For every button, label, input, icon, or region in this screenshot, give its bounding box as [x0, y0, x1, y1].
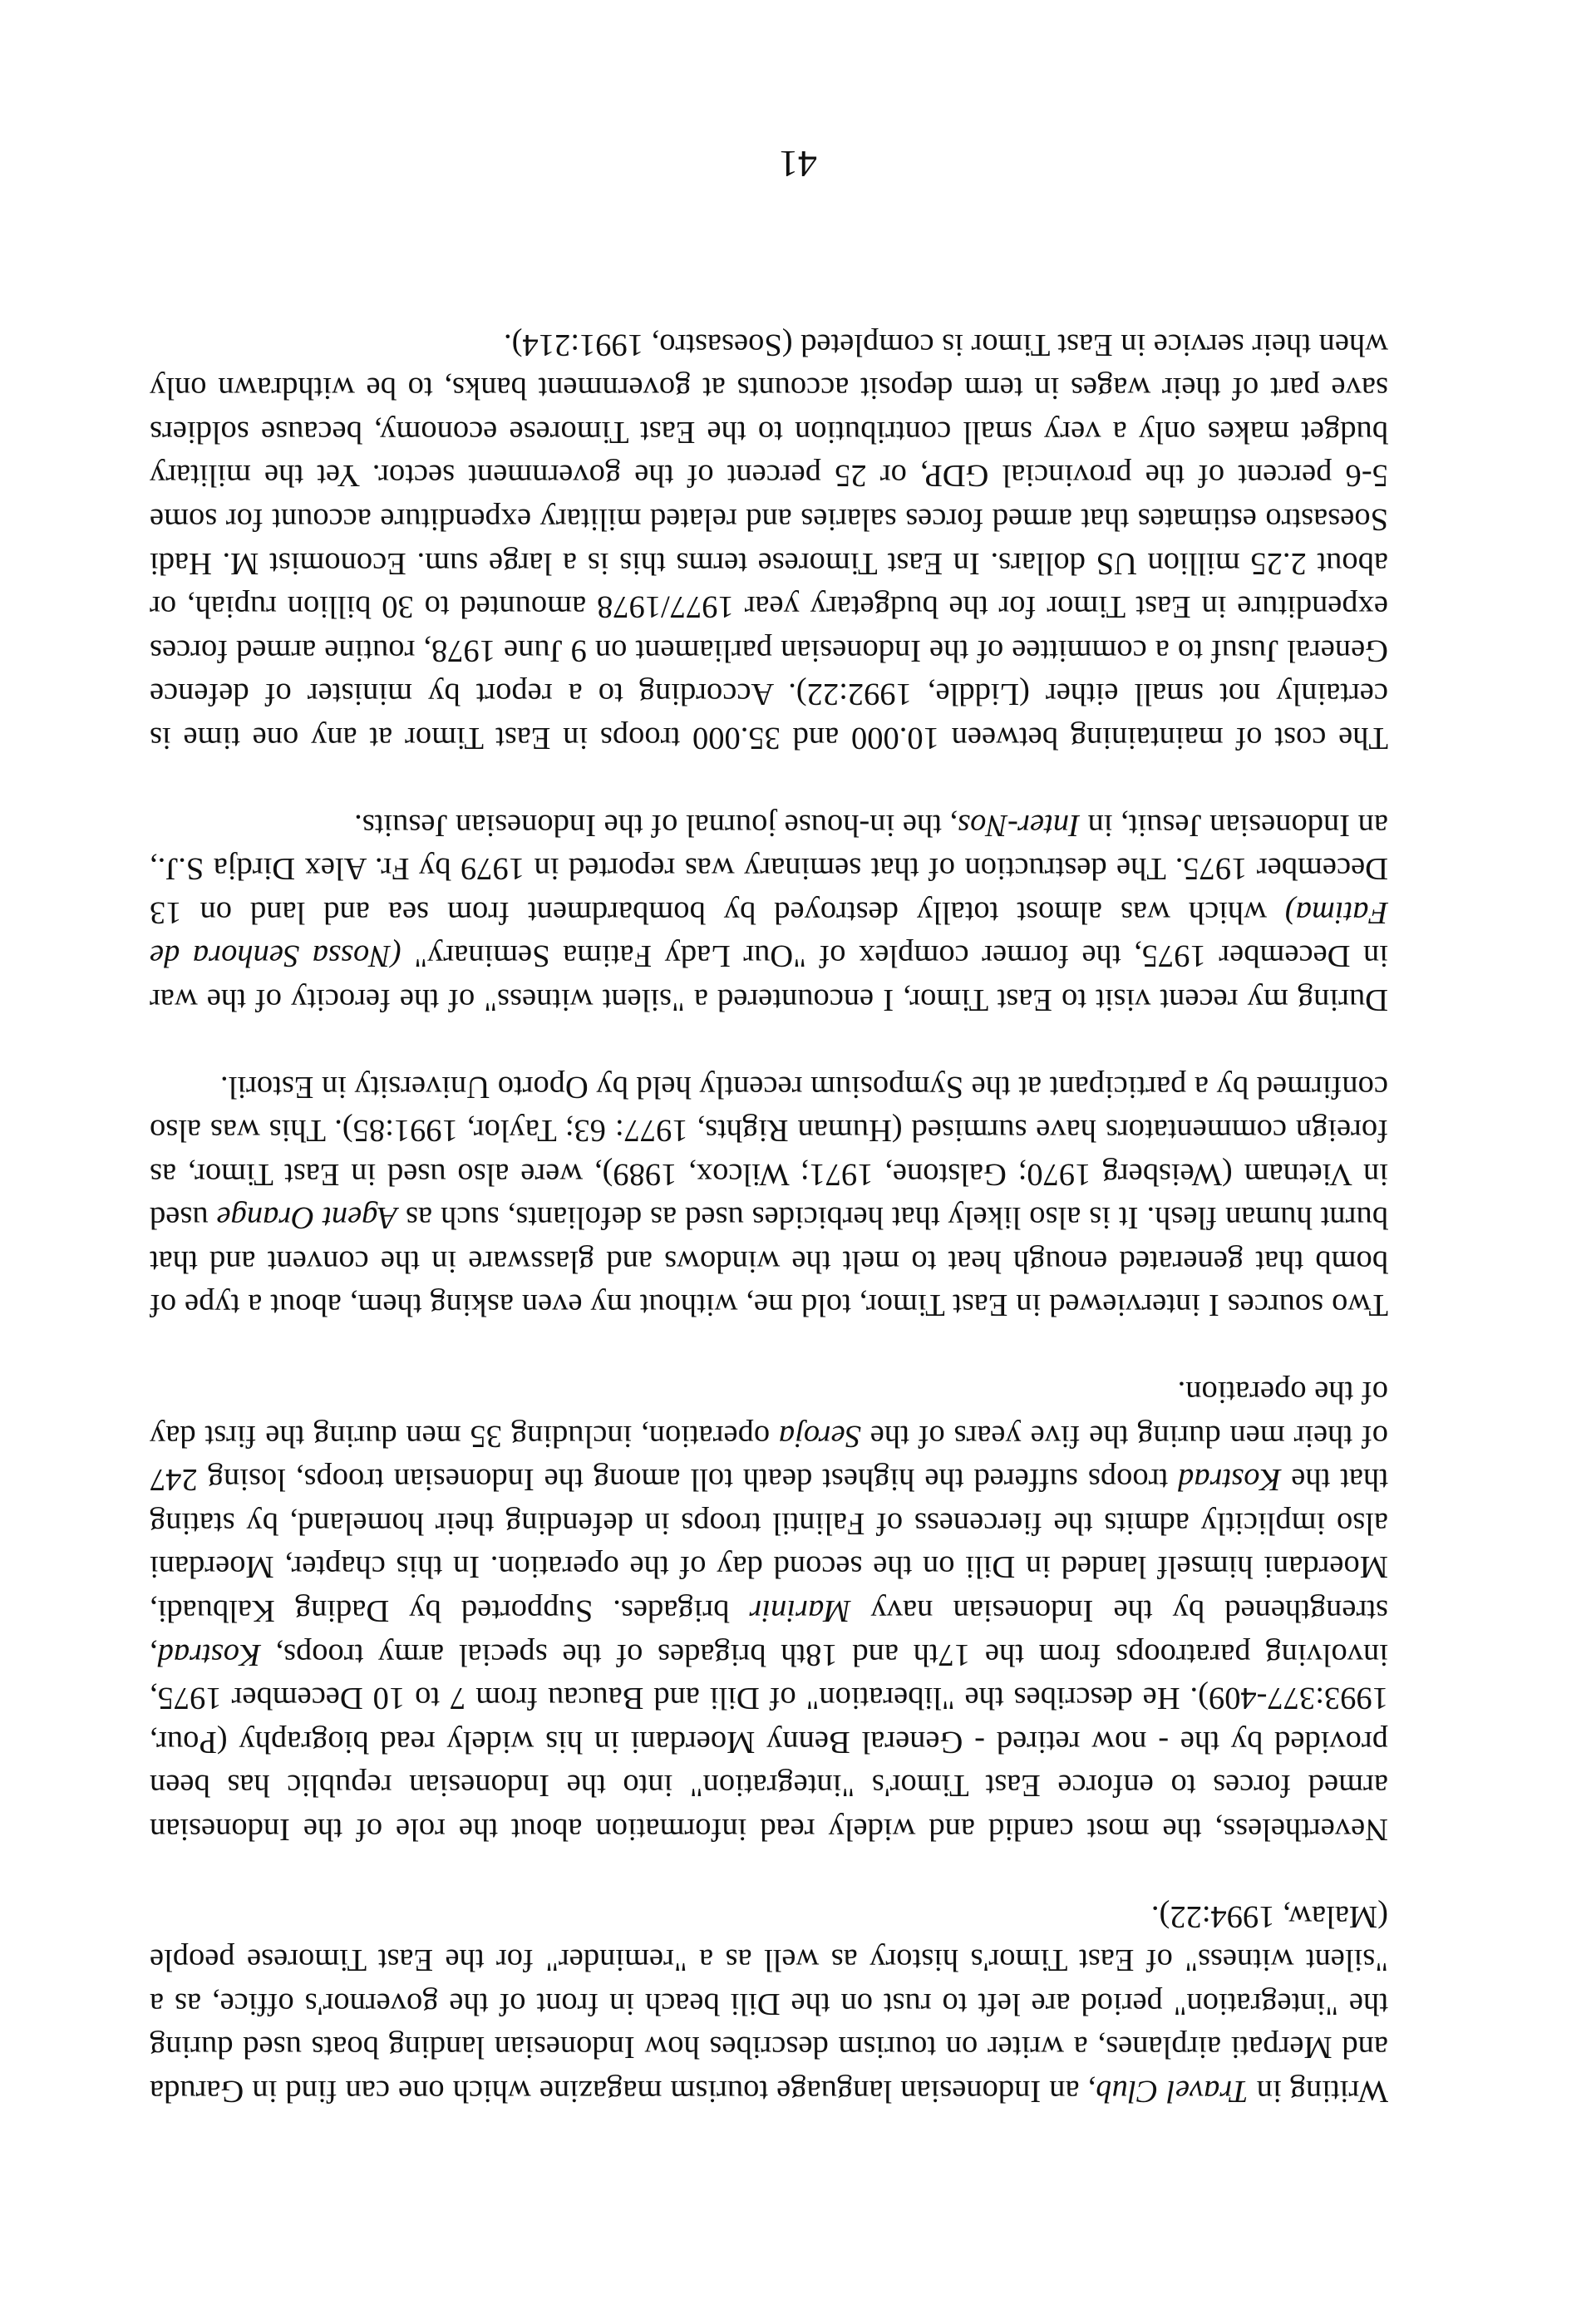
- text-run: used in Vietnam (Weisberg 1970; Galstone, 1971; Wilcox, 1989), were also used in East Timor, as foreign commentators have surmised (Human Rights, 1977: 63; Taylor, 1991:85). This was also confirmed by a participant at the Symposium recently held by Oporto University in Estoril.: [150, 1069, 1388, 1236]
- italic-run: Seroja: [778, 1418, 861, 1454]
- text-run: brigades. Supported by Dading Kalbuadi, Moerdani himself landed in Dili on the second day of the operation. In this chapter, Moerdani also implicitly admits the fierceness of Falintil troops in defending their homeland, by stating that the: [149, 1462, 1388, 1629]
- paragraph: [150, 1065, 1388, 1327]
- text-run: Two sources I interviewed in East Timor, told me, without my even asking them, about a type of bomb that generated enough heat to melt the windows and glassware in the convent and that burnt human flesh. It is also likely that herbicides used as defoliants, such as: [150, 1200, 1388, 1323]
- text-run: During my recent visit to East Timor, I encountered a "silent witness" of the ferocity of the war in December 1975, the former complex of "Our Lady Fatima Seminary": [150, 938, 1388, 1017]
- paragraph: [150, 803, 1388, 1022]
- paragraph: [150, 322, 1388, 760]
- text-run: operation, including 35 men during the first day of the operation.: [149, 1375, 1388, 1454]
- italic-run: Marinir: [749, 1593, 851, 1629]
- text-run: , an Indonesian language tourism magazine which one can find in Garuda and Merpati airplanes, a writer on tourism describes how Indonesian landing boats used during the "integration" period are left to rust on the Dili beach in front of the governor's office, as a "silent witness" of East Timor's history as well as a "reminder" for the East Timorese people (Malaw, 1994:22).: [150, 1898, 1388, 2109]
- text-run: , the in-house journal of the Indonesian Jesuits.: [354, 807, 958, 843]
- italic-run: Agent Orange: [216, 1200, 397, 1236]
- text-run: The cost of maintaining between 10.000 and 35.000 troops in East Timor at any one time is certainly not small either (Liddle, 1992:22). According to a report by minister of defence General Jusuf to a committee of the Indonesian parliament on 9 June 1978, routine armed forces expenditure in East Timor for the budgetary year 1977/1978 amounted to 30 billion rupiah, or about 2.25 million US dollars. In East Timorese terms this is a large sum. Economist M. Hadi Soesastro estimates that armed forces salaries and related military expenditure account for some 5-6 percent of the provincial GDP, or 25 percent of the government sector. Yet the military budget makes only a very small contribution to the East Timorese economy, because soldiers save part of their wages in term deposit accounts at government banks, to be withdrawn only when their service in East Timor is completed (Soesastro, 1991:214).: [150, 327, 1388, 756]
- paragraph: [150, 1894, 1388, 2113]
- italic-run: Inter-Nos: [958, 807, 1080, 843]
- text-run: troops suffered the highest death toll among the Indonesian troops, losing 247 of their men during the five years of the: [150, 1418, 1388, 1498]
- page-number: 41: [779, 143, 817, 185]
- text-run: Writing in: [1248, 2074, 1388, 2109]
- text-run: which was almost totally destroyed by bombardment from sea and land on 13 December 1975. The destruction of that seminary was reported in 1979 by Fr. Alex Dirdja S.J., an Indonesian Jesuit, in: [150, 807, 1388, 930]
- text-run: , strengthened by the Indonesian navy: [150, 1593, 1388, 1672]
- text-run: Nevertheless, the most candid and widely read information about the role of the Indonesian armed forces to enforce East Timor's "integration" into the Indonesian republic has been provided by the - now retired - General Benny Moerdani in his widely read biography (Pour, 1993:377-409). He describes the "liberation" of Dili and Baucau from 7 to 10 December 1975, involving paratroops from the 17th and 18th brigades of the special army troops,: [150, 1637, 1388, 1848]
- italic-run: (Nossa Senhora de Fatima): [150, 894, 1388, 974]
- body-text: [150, 322, 1388, 2113]
- paragraph: [150, 1371, 1388, 1852]
- italic-run: Travel Club: [1096, 2074, 1249, 2109]
- italic-run: Kostrad: [1178, 1462, 1282, 1498]
- italic-run: Kostrad: [157, 1637, 261, 1672]
